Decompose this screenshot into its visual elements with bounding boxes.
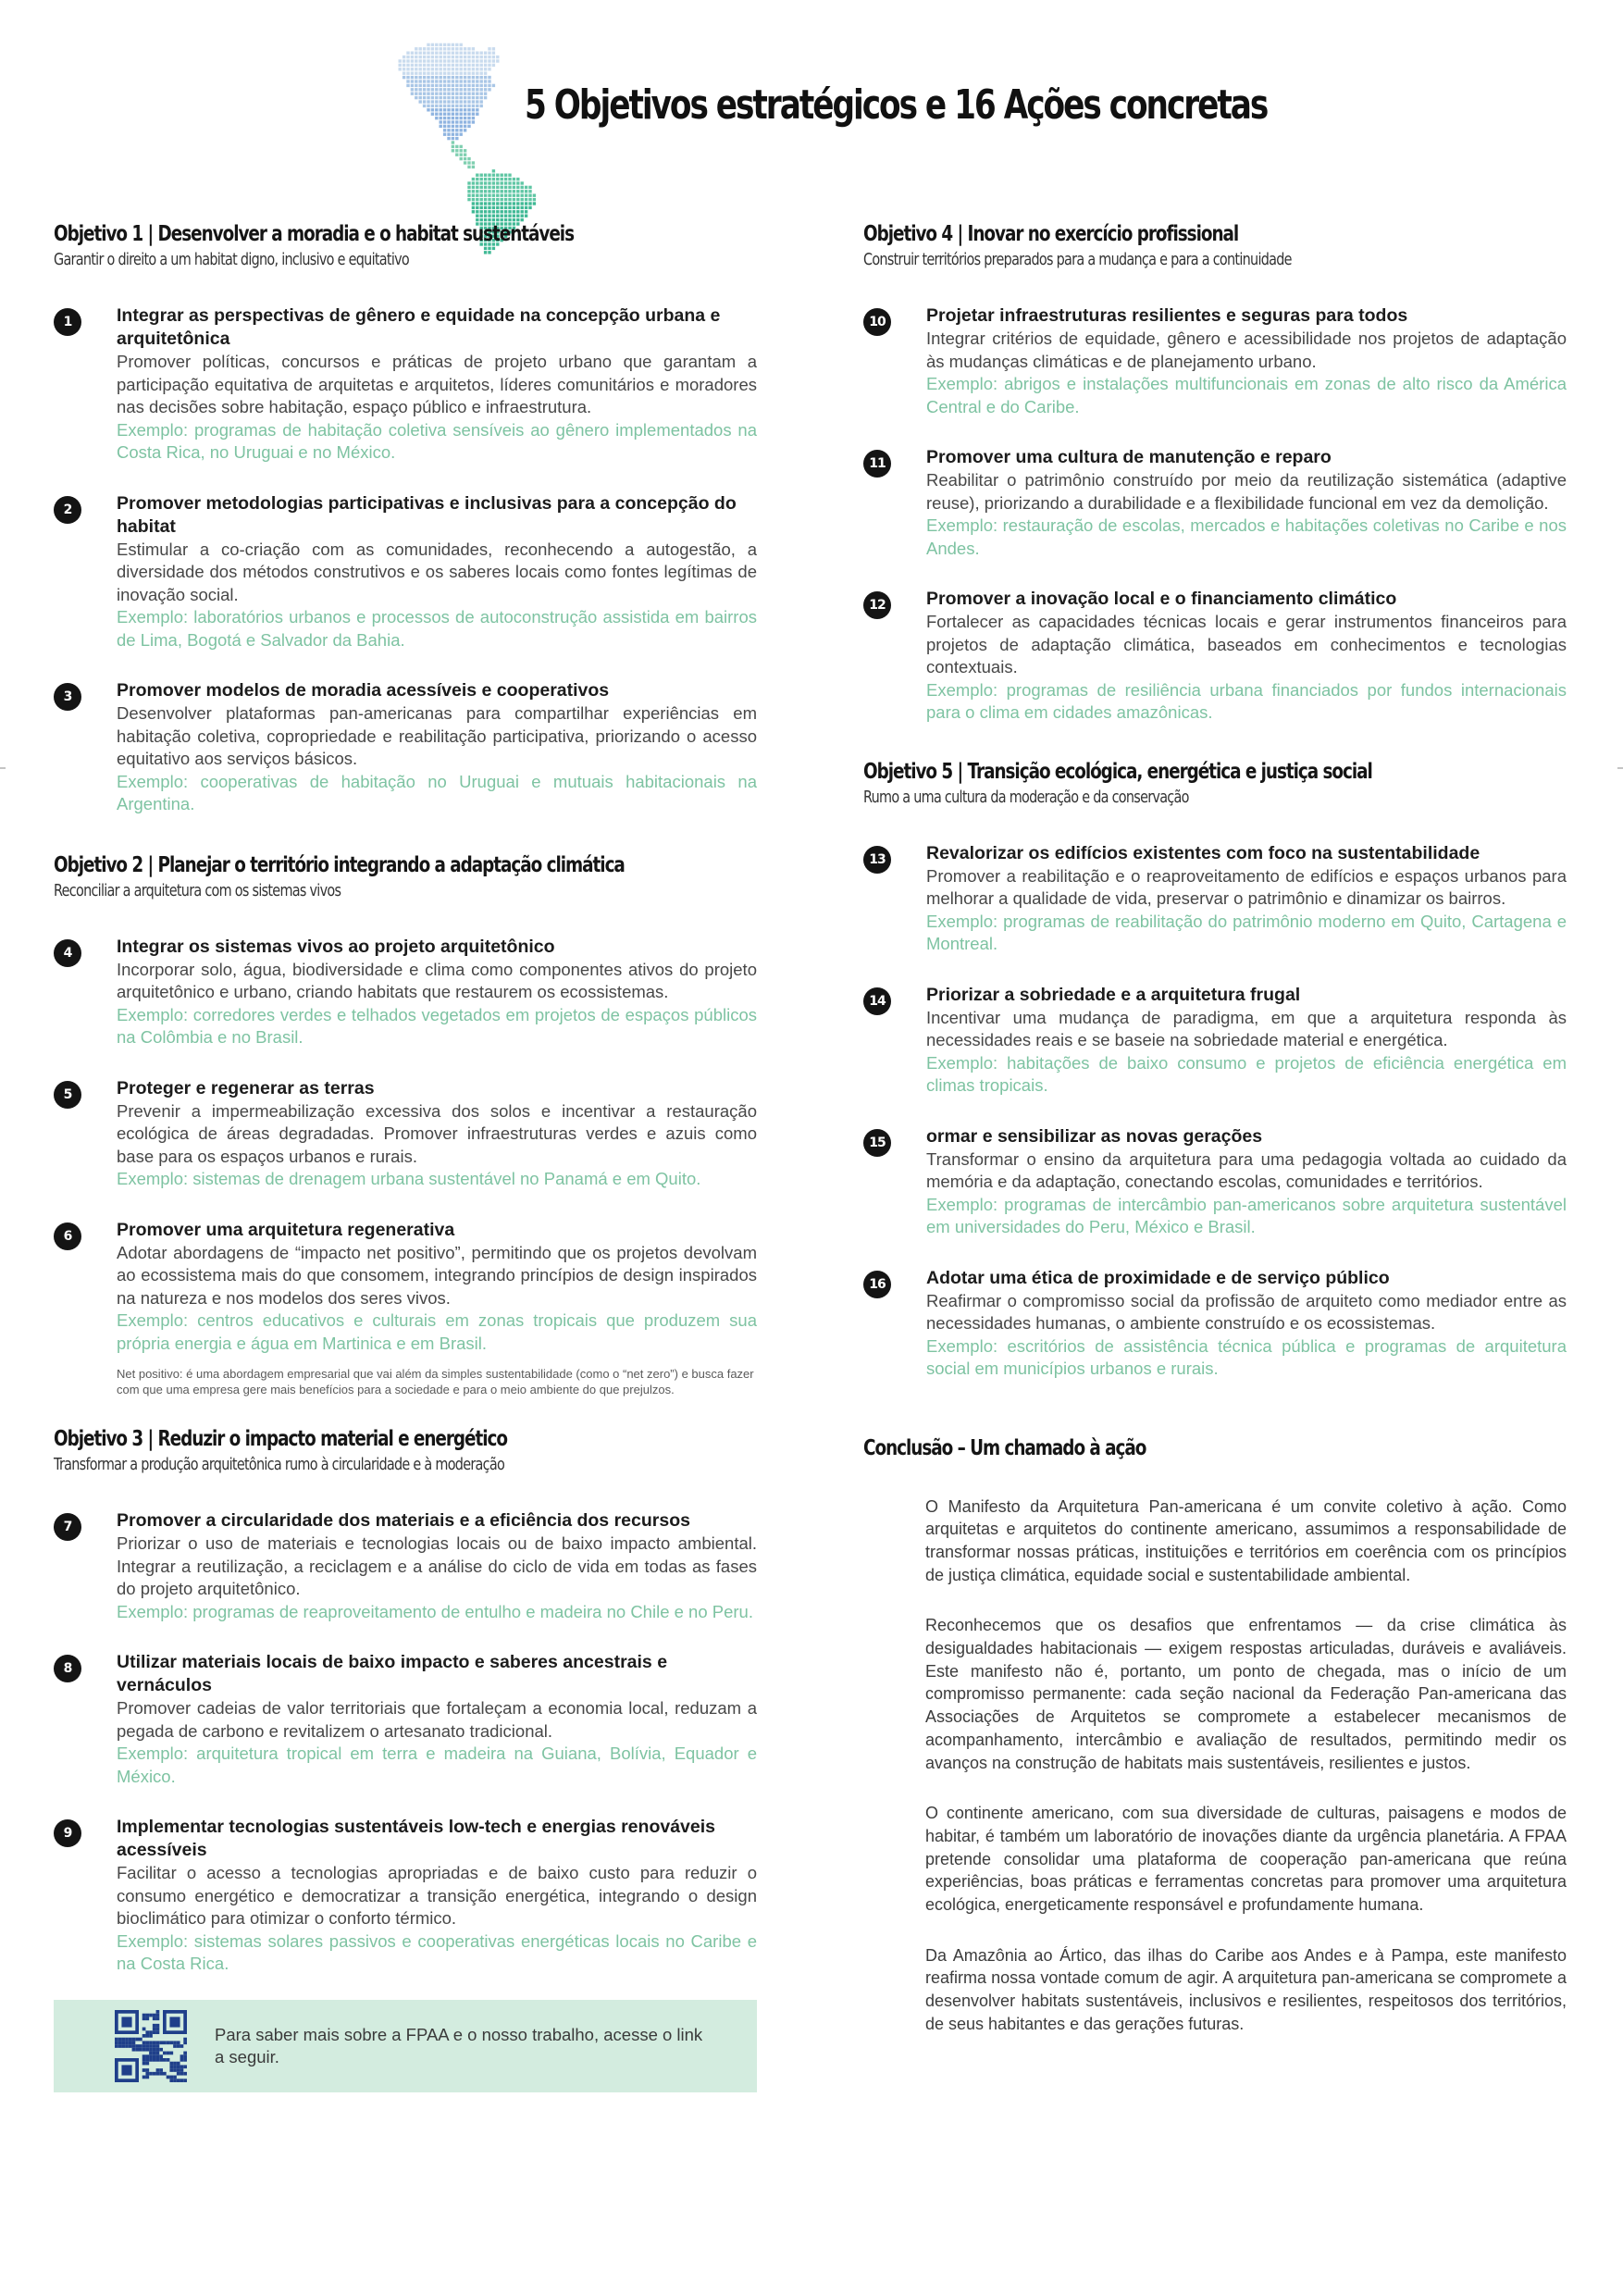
action-number-badge: 11 [863, 450, 891, 478]
action-description: Integrar critérios de equidade, gênero e acessibilidade nos projetos de adaptação às mudanças climáticas e de planejamento urbano. [926, 329, 1567, 371]
action-example: Exemplo: programas de resiliência urbana financiados por fundos internacionais para o clima em cidades amazônicas. [926, 679, 1567, 722]
action-number-badge: 1 [54, 308, 81, 336]
action-item [54, 1219, 757, 1398]
action-description: Adotar abordagens de “impacto net positivo”, permitindo que os projetos devolvam ao ecossistema mais do que consomem, integrando princípios de design inspirados na natureza e nos modelos dos seres vivos. [117, 1242, 757, 1308]
action-item [54, 304, 757, 465]
objective-subtitle: Rumo a uma cultura da moderação e da conservação [863, 787, 1189, 807]
objective-title: Objetivo 3 | Reduzir o impacto material e energético [54, 1427, 507, 1451]
action-title: Integrar os sistemas vivos ao projeto arquitetônico [117, 936, 555, 957]
objective-1 [54, 222, 757, 816]
action-description: Incentivar uma mudança de paradigma, em que a arquitetura responda às necessidades reais e se baseie na sobriedade material e energética. [926, 1007, 1567, 1049]
action-item [54, 1509, 757, 1623]
action-description: Promover cadeias de valor territoriais que fortaleçam a economia local, reduzam a pegada de carbono e revitalizem o artesanato tradicional. [117, 1698, 757, 1741]
action-description: Prevenir a impermeabilização excessiva dos solos e incentivar a restauração ecológica de áreas degradadas. Promover infraestruturas verdes e azuis como base para os espaços urbanos e rurais. [117, 1100, 757, 1166]
conclusion-body [863, 1496, 1567, 2036]
action-number-badge: 13 [863, 846, 891, 874]
action-title: Adotar uma ética de proximidade e de serviço público [926, 1267, 1390, 1288]
action-item [54, 936, 757, 1049]
action-description: Promover políticas, concursos e práticas de projeto urbano que garantam a participação equitativa de arquitetas e arquitetos, líderes comunitários e moradores nas decisões sobre habitação, espaço público e infraestrutura. [117, 352, 757, 416]
action-example: Exemplo: abrigos e instalações multifuncionais em zonas de alto risco da América Central e do Caribe. [926, 374, 1567, 416]
action-item [54, 679, 757, 816]
objective-title: Objetivo 2 | Planejar o território integrando a adaptação climática [54, 852, 625, 877]
action-item [863, 446, 1567, 560]
action-example: Exemplo: laboratórios urbanos e processos de autoconstrução assistida em bairros de Lima, Bogotá e Salvador da Bahia. [117, 607, 757, 650]
action-example: Exemplo: cooperativas de habitação no Uruguai e mutuais habitacionais na Argentina. [117, 771, 757, 813]
action-example: Exemplo: programas de reaproveitamento de entulho e madeira no Chile e no Peru. [117, 1601, 753, 1621]
action-number-badge: 2 [54, 496, 81, 524]
right-column [863, 222, 1567, 2064]
action-item [54, 1816, 757, 1976]
action-title: Promover a circularidade dos materiais e a eficiência dos recursos [117, 1510, 690, 1531]
action-number-badge: 5 [54, 1081, 81, 1109]
action-example: Exemplo: programas de reabilitação do patrimônio moderno em Quito, Cartagena e Montreal. [926, 911, 1567, 953]
objective-subtitle: Garantir o direito a um habitat digno, inclusivo e equitativo [54, 250, 409, 269]
action-description: Reabilitar o patrimônio construído por meio da reutilização sistemática (adaptive reuse), priorizando a durabilidade e a flexibilidade funcional em vez da demolição. [926, 470, 1567, 513]
action-description: Priorizar o uso de materiais e tecnologias locais ou de baixo impacto ambiental. Integrar a reutilização, a reciclagem e a análise do ciclo de vida em todas as fases do projeto arquitetônico. [117, 1533, 757, 1598]
action-title: Utilizar materiais locais de baixo impacto e saberes ancestrais e vernáculos [117, 1652, 668, 1695]
action-example: Exemplo: restauração de escolas, mercados e habitações coletivas no Caribe e nos Andes. [926, 515, 1567, 558]
qr-code-icon[interactable] [115, 2010, 187, 2082]
crop-mark [0, 767, 6, 769]
action-description: Desenvolver plataformas pan-americanas para compartilhar experiências em habitação coletiva, copropriedade e reabilitação participativa, priorizando o acesso equitativo aos serviços básicos. [117, 703, 757, 768]
action-example: Exemplo: centros educativos e culturais em zonas tropicais que produzem sua própria energia e água em Martinica e em Brasil. [117, 1310, 757, 1353]
action-number-badge: 14 [863, 987, 891, 1015]
action-description: Transformar o ensino da arquitetura para uma pedagogia voltada ao cuidado da memória e da adaptação, conectando escolas, comunidades e territórios. [926, 1148, 1567, 1191]
crop-mark [1617, 767, 1623, 769]
objective-4 [863, 222, 1567, 725]
action-description: Fortalecer as capacidades técnicas locais e gerar instrumentos financeiros para projetos de adaptação climática, baseados em conhecimentos e tecnologias contextuais. [926, 612, 1567, 676]
action-number-badge: 16 [863, 1271, 891, 1298]
action-title: Projetar infraestruturas resilientes e seguras para todos [926, 305, 1408, 326]
action-title: Revalorizar os edifícios existentes com foco na sustentabilidade [926, 842, 1481, 863]
action-example: Exemplo: arquitetura tropical em terra e madeira na Guiana, Bolívia, Equador e México. [117, 1744, 757, 1786]
action-title: Priorizar a sobriedade e a arquitetura frugal [926, 984, 1301, 1005]
action-description: Promover a reabilitação e o reaproveitamento de edifícios e espaços urbanos para melhorar a qualidade de vida, preservar o patrimônio e dinamizar os bairros. [926, 865, 1567, 908]
page-title: 5 Objetivos estratégicos e 16 Ações concretas [525, 81, 1268, 129]
action-number-badge: 12 [863, 591, 891, 619]
action-item [54, 492, 757, 652]
conclusion-paragraph: O continente americano, com sua diversidade de culturas, paisagens e modos de habitar, é também um laboratório de inovações diante da urgência planetária. A FPAA pretende consolidar uma plataforma de cooperação pan-americana que reúna experiências, boas práticas e ferramentas concretas para promover uma arquitetura ecológica, energeticamente responsável e profundamente humana. [925, 1804, 1567, 1915]
action-title: Implementar tecnologias sustentáveis low-tech e energias renováveis acessíveis [117, 1817, 715, 1860]
action-item [863, 842, 1567, 956]
action-number-badge: 7 [54, 1513, 81, 1541]
objective-subtitle: Reconciliar a arquitetura com os sistemas vivos [54, 880, 341, 900]
action-title: Promover a inovação local e o financiamento climático [926, 589, 1397, 609]
action-title: Promover metodologias participativas e inclusivas para a concepção do habitat [117, 492, 737, 537]
action-example: Exemplo: programas de intercâmbio pan-americanos sobre arquitetura sustentável em universidades do Peru, México e Brasil. [926, 1194, 1567, 1236]
action-item [863, 304, 1567, 418]
action-example: Exemplo: habitações de baixo consumo e projetos de eficiência energética em climas tropicais. [926, 1052, 1567, 1095]
action-description: Reafirmar o compromisso social da profissão de arquiteto como mediador entre as necessidades humanas, o ambiente construído e os ecossistemas. [926, 1290, 1567, 1333]
action-title: Integrar as perspectivas de gênero e equidade na concepção urbana e arquitetônica [117, 305, 721, 349]
action-example: Exemplo: sistemas solares passivos e cooperativas energéticas locais no Caribe e na Costa Rica. [117, 1930, 757, 1973]
objective-title: Objetivo 1 | Desenvolver a moradia e o habitat sustentáveis [54, 222, 574, 246]
action-number-badge: 4 [54, 939, 81, 967]
action-item [54, 1651, 757, 1788]
conclusion-title: Conclusão – Um chamado à ação [863, 1435, 1146, 1460]
action-number-badge: 6 [54, 1222, 81, 1250]
conclusion-paragraph: Reconhecemos que os desafios que enfrentamos — da crise climática às desigualdades habitacionais — exigem respostas articuladas, duráveis e avaliáveis. Este manifesto não é, portanto, um ponto de chegada, mas o início de um compromisso permanente: cada seção nacional da Federação Pan-americana das Associações de Arquitetos se compromete a estabelecer mecanismos de acompanhamento, intercâmbio e avaliação de resultados, permitindo medir os avanços na construção de habitats mais sustentáveis, resilientes e justos. [925, 1616, 1567, 1772]
footnote: Net positivo: é uma abordagem empresarial que vai além da simples sustentabilidade (como o “net zero”) e busca fazer com que uma empresa gere mais benefícios para a sociedade e para o meio ambiente do que prejulzos. [117, 1367, 754, 1396]
action-item [863, 588, 1567, 725]
action-title: Promover uma arquitetura regenerativa [117, 1219, 455, 1240]
action-title: Promover modelos de moradia acessíveis e cooperativos [117, 680, 610, 701]
action-item [54, 1077, 757, 1191]
left-column [54, 222, 757, 2092]
objective-title: Objetivo 5 | Transição ecológica, energética e justiça social [863, 759, 1372, 784]
qr-callout[interactable] [54, 2000, 757, 2092]
action-description: Facilitar o acesso a tecnologias apropriadas e de baixo custo para reduzir o consumo energético e democratizar a transição energética, integrando o design bioclimático para otimizar o conforto térmico. [117, 1863, 757, 1928]
action-example: Exemplo: sistemas de drenagem urbana sustentável no Panamá e em Quito. [117, 1169, 701, 1188]
action-example: Exemplo: corredores verdes e telhados vegetados em projetos de espaços públicos na Colômbia e no Brasil. [117, 1004, 757, 1047]
objective-3 [54, 1427, 757, 1976]
conclusion-paragraph: Da Amazônia ao Ártico, das ilhas do Caribe aos Andes e à Pampa, este manifesto reafirma nossa vontade comum de agir. A arquitetura pan-americana se compromete a desenvolver habitats sustentáveis, inclusivos e resilientes, respeitosos dos territórios, de seus habitantes e das gerações futuras. [925, 1945, 1567, 2033]
action-number-badge: 15 [863, 1129, 891, 1157]
action-title: Proteger e regenerar as terras [117, 1077, 375, 1098]
action-number-badge: 3 [54, 683, 81, 711]
action-title: ormar e sensibilizar as novas gerações [926, 1125, 1263, 1147]
qr-callout-text: Para saber mais sobre a FPAA e o nosso trabalho, acesse o link a seguir. [215, 2024, 703, 2066]
action-description: Incorporar solo, água, biodiversidade e clima como componentes ativos do projeto arquitetônico e urbano, criando habitats que restaurem os ecossistemas. [117, 959, 757, 1001]
objective-title: Objetivo 4 | Inovar no exercício profissional [863, 222, 1239, 246]
action-description: Estimular a co-criação com as comunidades, reconhecendo a autogestão, a diversidade dos métodos construtivos e os saberes locais como fontes legítimas de inovação social. [117, 539, 757, 604]
action-number-badge: 8 [54, 1655, 81, 1682]
action-item [863, 1125, 1567, 1239]
action-example: Exemplo: escritórios de assistência técnica pública e programas de arquitetura social em municípios urbanos e rurais. [926, 1335, 1567, 1378]
objective-subtitle: Construir territórios preparados para a mudança e para a continuidade [863, 250, 1292, 269]
action-example: Exemplo: programas de habitação coletiva sensíveis ao gênero implementados na Costa Rica, no Uruguai e no México. [117, 419, 757, 462]
conclusion-section [863, 1436, 1567, 2036]
conclusion-paragraph: O Manifesto da Arquitetura Pan-americana é um convite coletivo à ação. Como arquitetas e arquitetos do continente americano, assumimos a responsabilidade de transformar nossas práticas, instituições e territórios em coerência com os princípios de justiça climática, equidade social e sustentabilidade ambiental. [925, 1496, 1567, 1584]
objective-2 [54, 853, 757, 1398]
action-item [863, 1267, 1567, 1381]
action-number-badge: 10 [863, 308, 891, 336]
action-item [863, 984, 1567, 1098]
action-title: Promover uma cultura de manutenção e reparo [926, 447, 1332, 467]
action-number-badge: 9 [54, 1819, 81, 1847]
objective-5 [863, 760, 1567, 1381]
objective-subtitle: Transformar a produção arquitetônica rumo à circularidade e à moderação [54, 1455, 505, 1474]
